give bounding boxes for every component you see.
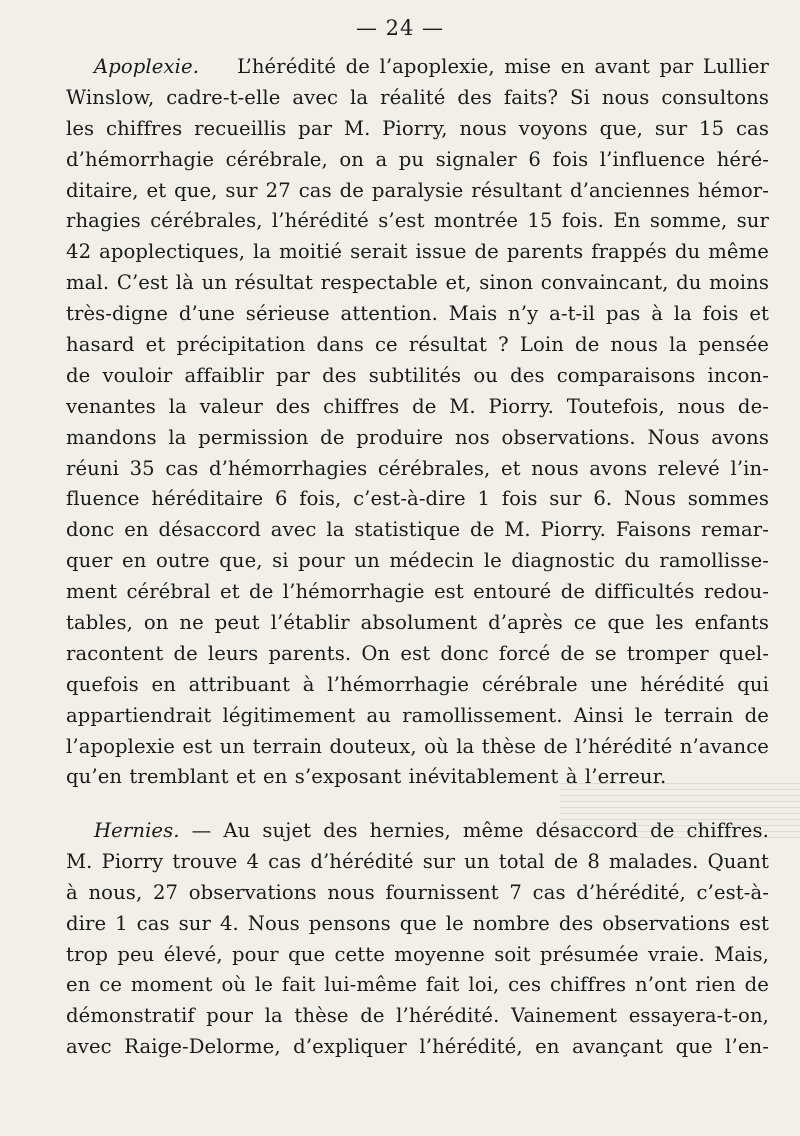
- page-number: — 24 —: [355, 16, 445, 40]
- paragraph-line: très-digne d’une sérieuse attention. Mais n’y a-t-il pas à la fois et: [66, 302, 769, 326]
- paragraph-line: 42 apoplectiques, la moitié serait issue de parents frappés du même: [66, 240, 769, 264]
- line-text: — Au sujet des hernies, même désaccord de chiffres.: [191, 819, 769, 842]
- paragraph-line: d’hémorrhagie cérébrale, on a pu signaler 6 fois l’influence héré-: [66, 147, 769, 171]
- paragraph-line: de vouloir affaiblir par des subtilités ou des comparaisons incon-: [66, 363, 769, 387]
- paragraph-line: tables, on ne peut l’établir absolument d’après ce que les enfants: [66, 611, 769, 635]
- paragraph-lead: Apoplexie.: [94, 55, 200, 78]
- paragraph-line: mandons la permission de produire nos observations. Nous avons: [66, 425, 769, 449]
- paragraph-line: les chiffres recueillis par M. Piorry, nous voyons que, sur 15 cas: [66, 116, 769, 140]
- paragraph-line: en ce moment où le fait lui-même fait loi, ces chiffres n’ont rien de: [66, 973, 769, 997]
- paragraph-line: venantes la valeur des chiffres de M. Piorry. Toutefois, nous de-: [66, 394, 769, 418]
- paragraph-line: rhagies cérébrales, l’hérédité s’est montrée 15 fois. En somme, sur: [66, 209, 769, 233]
- paragraph-line: avec Raige-Delorme, d’expliquer l’hérédité, en avançant que l’en-: [66, 1035, 769, 1059]
- paragraph-line: réuni 35 cas d’hémorrhagies cérébrales, et nous avons relevé l’in-: [66, 456, 769, 480]
- paragraph-line: Winslow, cadre-t-elle avec la réalité des faits? Si nous consultons: [66, 85, 769, 109]
- paragraph-line: démonstratif pour la thèse de l’hérédité. Vainement essayera-t-on,: [66, 1004, 769, 1028]
- line-text: L’hérédité de l’apoplexie, mise en avant par Lullier: [237, 55, 769, 78]
- paragraph-apoplexie: [66, 52, 769, 793]
- paragraph-line: quefois en attribuant à l’hémorrhagie cérébrale une hérédité qui: [66, 672, 769, 696]
- paragraph-line: hasard et précipitation dans ce résultat ? Loin de nous la pensée: [66, 333, 769, 357]
- paragraph-line: fluence héréditaire 6 fois, c’est-à-dire 1 fois sur 6. Nous sommes: [66, 487, 769, 511]
- paragraph-line: [66, 816, 769, 847]
- paragraph-line: quer en outre que, si pour un médecin le diagnostic du ramollisse-: [66, 549, 769, 573]
- paragraph-line: racontent de leurs parents. On est donc forcé de se tromper quel-: [66, 641, 769, 665]
- paragraph-line: l’apoplexie est un terrain douteux, où la thèse de l’hérédité n’avance: [66, 734, 769, 758]
- paragraph-line: dire 1 cas sur 4. Nous pensons que le nombre des observations est: [66, 911, 769, 935]
- paragraph-line: qu’en tremblant et en s’exposant inévitablement à l’erreur.: [66, 765, 667, 789]
- paragraph-lead: Hernies.: [94, 819, 180, 842]
- paragraph-line: M. Piorry trouve 4 cas d’hérédité sur un total de 8 malades. Quant: [66, 849, 769, 873]
- paragraph-line: donc en désaccord avec la statistique de M. Piorry. Faisons remar-: [66, 518, 769, 542]
- paragraph-line: à nous, 27 observations nous fournissent 7 cas d’hérédité, c’est-à-: [66, 880, 769, 904]
- paragraph-line: ment cérébral et de l’hémorrhagie est entouré de difficultés redou-: [66, 580, 769, 604]
- paragraph-hernies: [66, 816, 769, 1063]
- paragraph-line: trop peu élevé, pour que cette moyenne soit présumée vraie. Mais,: [66, 942, 769, 966]
- paragraph-line: [66, 52, 769, 83]
- paragraph-line: appartiendrait légitimement au ramollissement. Ainsi le terrain de: [66, 703, 769, 727]
- paragraph-line: mal. C’est là un résultat respectable et, sinon convaincant, du moins: [66, 271, 769, 295]
- paragraph-line: ditaire, et que, sur 27 cas de paralysie résultant d’anciennes hémor-: [66, 178, 769, 202]
